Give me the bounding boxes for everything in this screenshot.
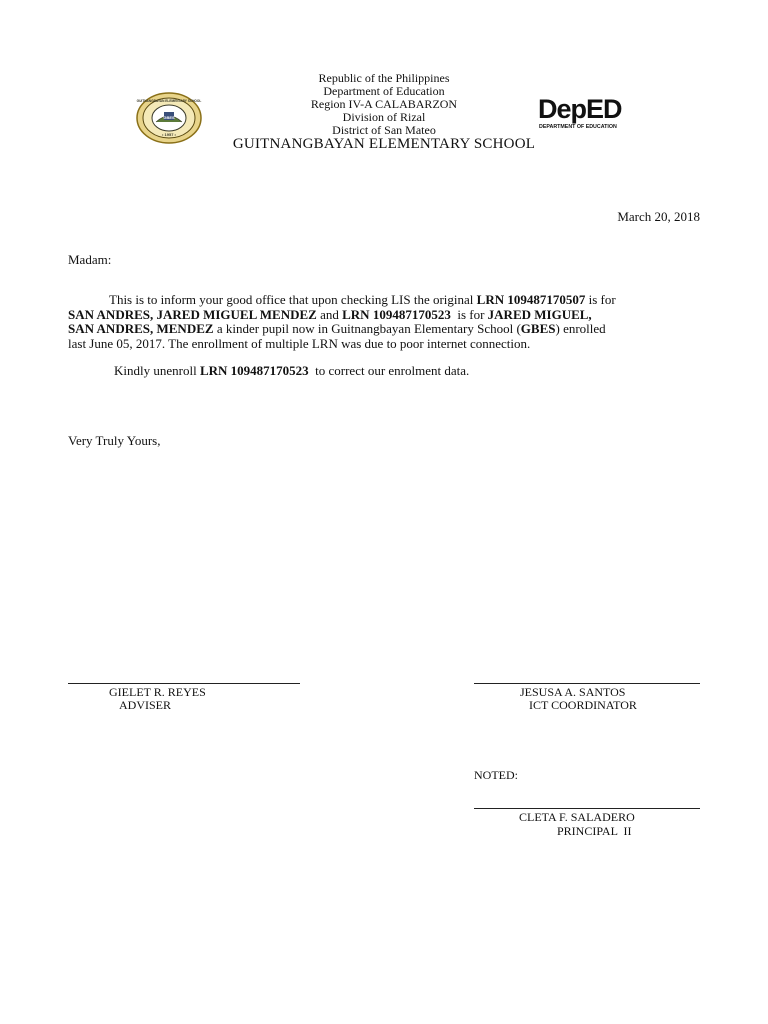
p1-pupil-name-alt-2: SAN ANDRES, MENDEZ (68, 321, 214, 336)
p1-text-c: is for (585, 292, 616, 307)
body-paragraph-2 (68, 364, 702, 379)
p1-text-g: is for (450, 306, 488, 322)
p1-text-a: This is to inform your good office that upon checking LIS the original (109, 292, 477, 307)
header-region: Region IV-A CALABARZON (310, 97, 458, 111)
ict-coordinator-title: ICT COORDINATOR (529, 698, 637, 712)
p2-text-c: to correct our enrolment data. (308, 363, 470, 378)
body-paragraph-1 (68, 293, 702, 351)
p1-lrn-original: LRN 109487170507 (476, 292, 586, 307)
signature-line-principal (474, 808, 700, 809)
ict-coordinator-name: JESUSA A. SANTOS (520, 685, 626, 699)
p1-school-abbrev: GBES (520, 321, 556, 336)
signature-line-adviser (68, 683, 300, 684)
p2-text-a: Kindly unenroll (114, 363, 200, 378)
header-division: Division of Rizal (342, 110, 426, 124)
letter-date: March 20, 2018 (617, 209, 700, 224)
principal-title: PRINCIPAL II (557, 824, 632, 838)
seal-ring-text: GUITNANGBAYAN ELEMENTARY SCHOOL (136, 99, 202, 103)
p1-text-e: and (316, 306, 343, 322)
header-department: Department of Education (323, 84, 445, 98)
header-district: District of San Mateo (332, 123, 436, 137)
deped-logo-subtitle: DEPARTMENT OF EDUCATION (539, 124, 617, 130)
signature-line-ict-coordinator (474, 683, 700, 684)
p1-lrn-duplicate: LRN 109487170523 (342, 306, 451, 322)
closing: Very Truly Yours, (68, 433, 161, 448)
school-name: GUITNANGBAYAN ELEMENTARY SCHOOL (232, 136, 536, 152)
salutation: Madam: (68, 252, 112, 267)
deped-logo-wordmark: DepED (538, 94, 622, 124)
noted-label: NOTED: (474, 768, 518, 782)
p1-pupil-name-alt-1: JARED MIGUEL, (487, 306, 592, 322)
p1-text-m: last June 05, 2017. The enrollment of multiple LRN was due to poor internet connection. (68, 335, 531, 351)
principal-name: CLETA F. SALADERO (519, 810, 635, 824)
seal-year-text: • 1957 • (162, 132, 176, 137)
header-republic: Republic of the Philippines (318, 71, 450, 85)
p1-pupil-name: SAN ANDRES, JARED MIGUEL MENDEZ (68, 306, 317, 322)
p1-text-l: ) enrolled (555, 321, 606, 336)
p2-lrn: LRN 109487170523 (199, 363, 309, 378)
adviser-title: ADVISER (119, 698, 172, 712)
p1-text-j: a kinder pupil now in Guitnangbayan Elementary School ( (213, 321, 521, 336)
seal-center-text: GBES (163, 115, 175, 120)
adviser-name: GIELET R. REYES (109, 685, 206, 699)
